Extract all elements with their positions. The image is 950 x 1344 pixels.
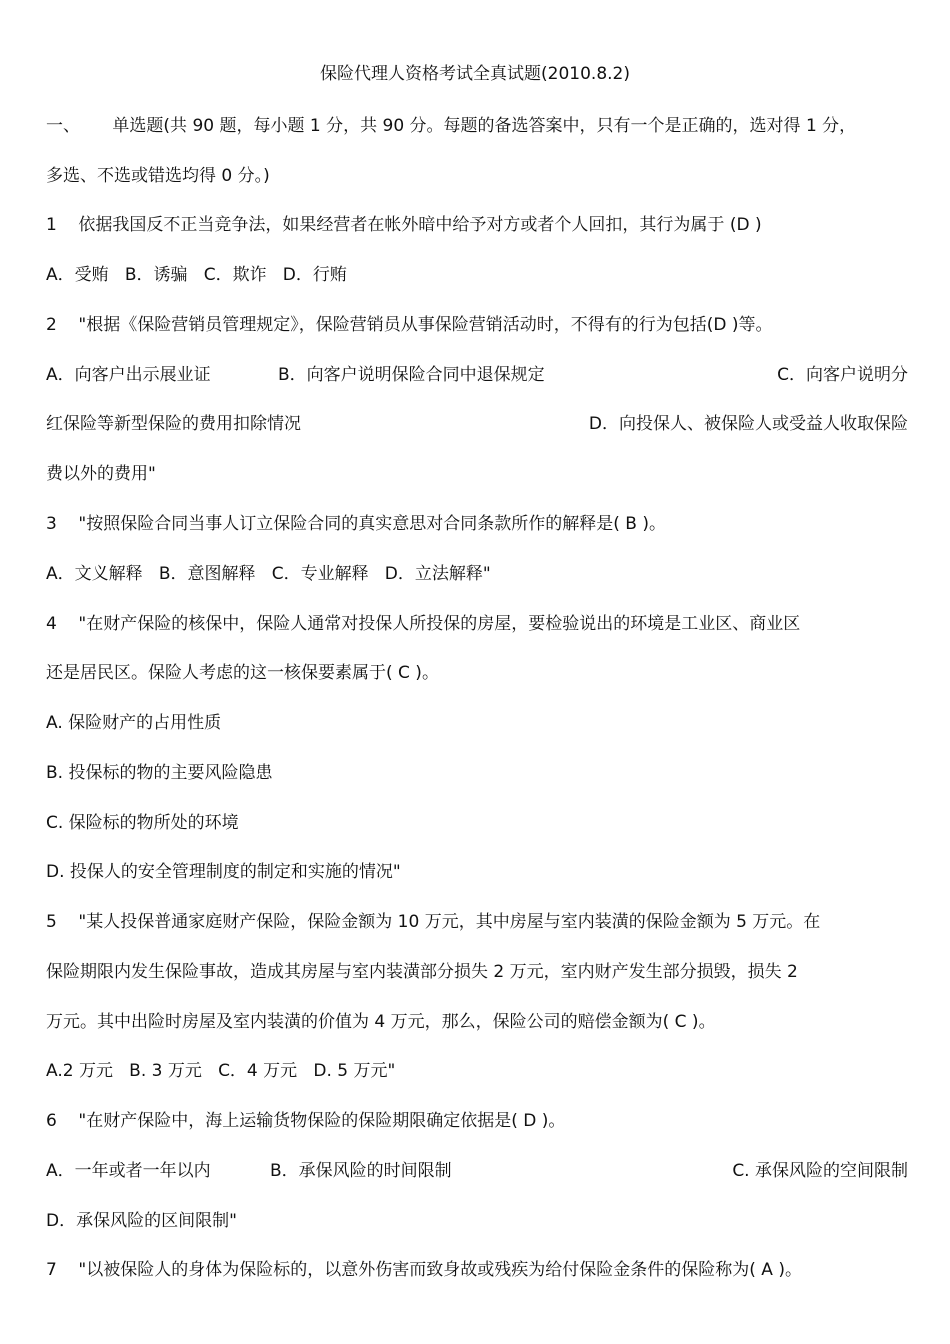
question-4-option-d: D. 投保人的安全管理制度的制定和实施的情况" [46,862,401,882]
question-2-option-a: A．向客户出示展业证 [46,365,211,385]
question-4-cont: 还是居民区。保险人考虑的这一核保要素属于( C )。 [46,663,439,683]
question-3-options: A．文义解释 B．意图解释 C．专业解释 D．立法解释" [46,564,491,584]
question-6-option-b: B．承保风险的时间限制 [270,1161,452,1181]
question-5: 5 "某人投保普通家庭财产保险，保险金额为 10 万元，其中房屋与室内装潢的保险金额为 5 万元。在 [46,912,821,932]
question-6-option-c: C. 承保风险的空间限制 [732,1161,908,1181]
question-4-option-c: C. 保险标的物所处的环境 [46,813,239,833]
question-1: 1 依据我国反不正当竞争法，如果经营者在帐外暗中给予对方或者个人回扣，其行为属于 (D ) [46,215,762,235]
question-2-option-c: C．向客户说明分 [777,365,908,385]
question-2: 2 "根据《保险营销员管理规定》，保险营销员从事保险营销活动时，不得有的行为包括(D )等。 [46,315,773,335]
section-heading: 一、 单选题(共 90 题，每小题 1 分，共 90 分。每题的备选答案中，只有一个是正确的，选对得 1 分， [46,116,857,136]
question-6-option-d: D．承保风险的区间限制" [46,1211,237,1231]
question-2-option-b: B．向客户说明保险合同中退保规定 [278,365,545,385]
question-2-option-d-cont: 费以外的费用" [46,464,156,484]
question-2-options-row-2 [46,412,908,436]
question-2-options-row-1 [46,363,908,387]
question-6: 6 "在财产保险中，海上运输货物保险的保险期限确定依据是( D )。 [46,1111,566,1131]
page-title: 保险代理人资格考试全真试题(2010.8.2) [320,64,630,84]
question-7: 7 "以被保险人的身体为保险标的，以意外伤害而致身故或残疾为给付保险金条件的保险称为( A )。 [46,1260,802,1280]
question-1-options: A．受贿 B．诱骗 C．欺诈 D．行贿 [46,265,347,285]
question-3: 3 "按照保险合同当事人订立保险合同的真实意思对合同条款所作的解释是( B )。 [46,514,666,534]
question-6-options-row [46,1159,908,1183]
question-4: 4 "在财产保险的核保中，保险人通常对投保人所投保的房屋，要检验说出的环境是工业区、商业区 [46,614,801,634]
question-2-option-c-cont: 红保险等新型保险的费用扣除情况 [46,414,301,434]
section-heading-cont: 多选、不选或错选均得 0 分。) [46,166,270,186]
question-5-cont-2: 万元。其中出险时房屋及室内装潢的价值为 4 万元，那么，保险公司的赔偿金额为( C )。 [46,1012,716,1032]
question-4-option-a: A. 保险财产的占用性质 [46,713,222,733]
question-6-option-a: A．一年或者一年以内 [46,1161,211,1181]
question-5-cont-1: 保险期限内发生保险事故，造成其房屋与室内装潢部分损失 2 万元，室内财产发生部分损毁，损失 2 [46,962,798,982]
question-2-option-d: D．向投保人、被保险人或受益人收取保险 [588,414,908,434]
question-4-option-b: B. 投保标的物的主要风险隐患 [46,763,273,783]
question-5-options: A.2 万元 B. 3 万元 C．4 万元 D. 5 万元" [46,1061,396,1081]
